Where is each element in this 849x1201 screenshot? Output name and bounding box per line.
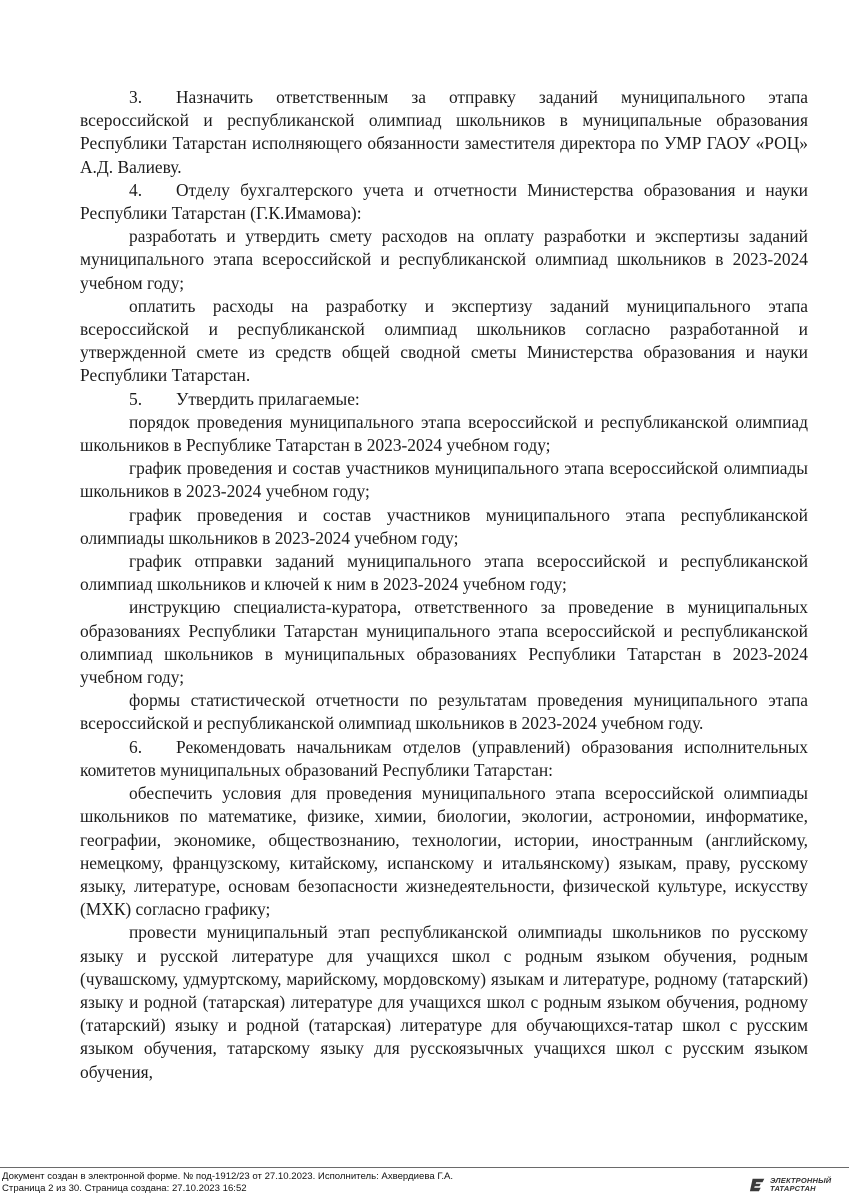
paragraph-5-subitem: график отправки заданий муниципального этапа всероссийской и республиканской олимпиад школьников и ключей к ним в 2023-2024 учебном году; [80,551,808,595]
paragraph-text: Назначить ответственным за отправку заданий муниципального этапа всероссийской и республиканской олимпиад школьников в муниципальные образования Республики Татарстан исполняющего обязанности заместителя директора по УМР ГАОУ «РОЦ» А.Д. Валиеву. [80,87,808,177]
paragraph-4-subitem: разработать и утвердить смету расходов на оплату разработки и экспертизы заданий муниципального этапа всероссийской и республиканской олимпиад школьников в 2023-2024 учебном году; [80,226,808,293]
paragraph-5-subitem: формы статистической отчетности по результатам проведения муниципального этапа всероссийской и республиканской олимпиад школьников в 2023-2024 учебном году. [80,690,808,734]
paragraph-4-subitem: оплатить расходы на разработку и экспертизу заданий муниципального этапа всероссийской и республиканской олимпиад школьников согласно разработанной и утвержденной смете из средств общей сводной сметы Министерства образования и науки Республики Татарстан. [80,295,808,386]
paragraph-5 [80,388,808,411]
item-number: 3. [129,87,143,107]
paragraph-6 [80,736,808,782]
paragraph-5-subitem: график проведения и состав участников муниципального этапа всероссийской олимпиады школьников в 2023-2024 учебном году; [80,458,808,502]
logo-text-line2: ТАТАРСТАН [770,1184,816,1193]
item-number: 4. [129,179,143,200]
paragraph-text: Рекомендовать начальникам отделов (управлений) образования исполнительных комитетов муниципальных образований Республики Татарстан: [80,736,808,780]
item-number: 5. [129,388,143,409]
paragraph-4 [80,179,808,225]
item-number: 6. [129,736,143,757]
paragraph-text: Отделу бухгалтерского учета и отчетности Министерства образования и науки Республики Татарстан (Г.К.Имамова): [80,179,808,224]
paragraph-5-subitem: инструкцию специалиста-куратора, ответственного за проведение в муниципальных образованиях Республики Татарстан муниципального этапа всероссийской и республиканской олимпиад школьников в муниципальных образованиях Республики Татарстан в 2023-2024 учебном году; [80,597,808,688]
logo-mark-icon [749,1176,767,1194]
document-body [80,86,808,1084]
document-footer [0,1167,849,1201]
paragraph-6-subitem: обеспечить условия для проведения муниципального этапа всероссийской олимпиады школьников по математике, физике, химии, биологии, экологии, астрономии, информатике, географии, экономике, обществознанию, технологии, истории, иностранным (английскому, немецкому, французскому, китайскому, испанскому и итальянскому) языкам, праву, русскому языку, литературе, основам безопасности жизнедеятельности, физической культуре, искусству (МХК) согласно графику; [80,783,808,920]
footer-document-info: Документ создан в электронной форме. № под-1912/23 от 27.10.2023. Исполнитель: Ахвердиева Г.А. [2,1171,454,1182]
paragraph-text: Утвердить прилагаемые: [176,388,360,409]
footer-page-info: Страница 2 из 30. Страница создана: 27.10.2023 16:52 [2,1183,247,1194]
paragraph-6-subitem: провести муниципальный этап республиканской олимпиады школьников по русскому языку и русской литературе для учащихся школ с родным языком обучения, родным (чувашскому, удмуртскому, марийскому, мордовскому) языкам и литературе, родному (татарский) языку и родной (татарская) литературе для учащихся школ с родным языком обучения, родному (татарский) языку и родной (татарская) литературе для обучающихся-татар школ с русским языком обучения, татарскому языку для русскоязычных учащихся школ с русским языком обучения, [80,922,808,1082]
paragraph-5-subitem: график проведения и состав участников муниципального этапа республиканской олимпиады школьников в 2023-2024 учебном году; [80,504,808,548]
electronic-tatarstan-logo [749,1174,841,1196]
paragraph-5-subitem: порядок проведения муниципального этапа всероссийской и республиканской олимпиад школьников в Республике Татарстан в 2023-2024 учебном году; [80,411,808,456]
paragraph-3 [80,86,808,179]
logo-text-line1: ЭЛЕКТРОННЫЙ [770,1176,832,1185]
